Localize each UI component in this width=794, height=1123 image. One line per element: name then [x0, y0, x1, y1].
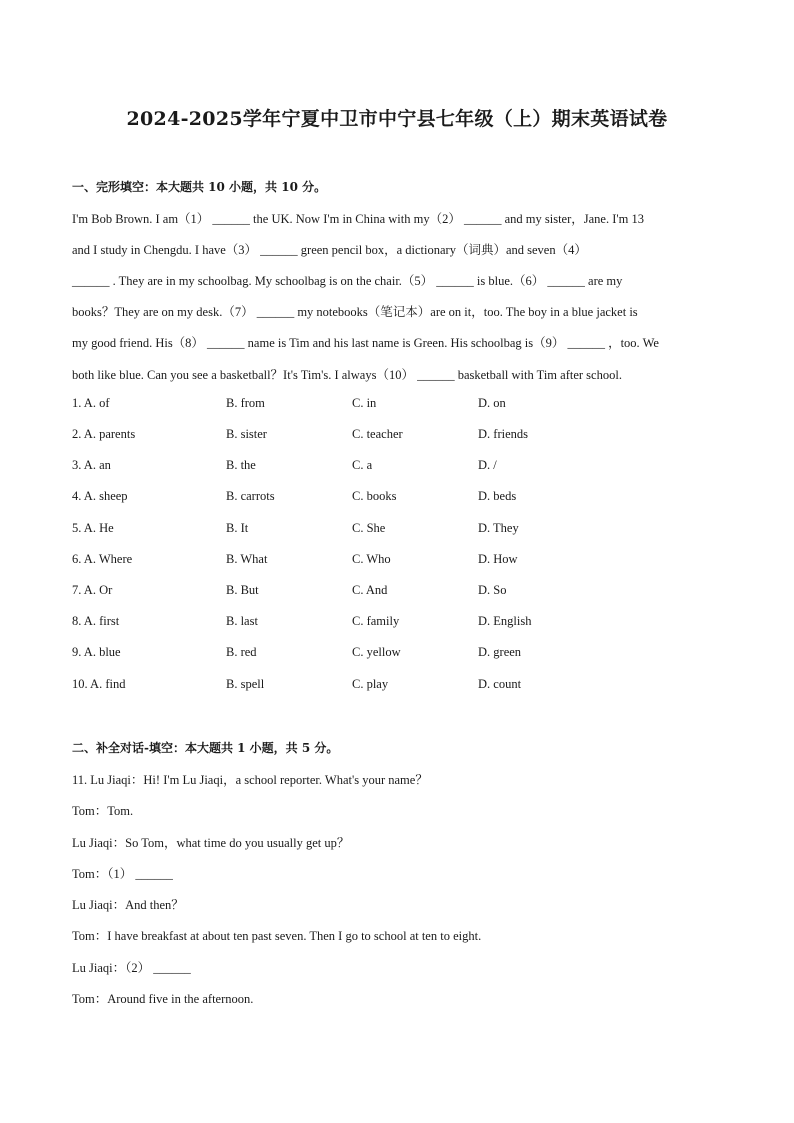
option-a: 6. A. Where	[72, 552, 133, 566]
question-row	[72, 489, 732, 507]
option-d: D. /	[478, 458, 497, 472]
option-d: D. friends	[478, 427, 528, 441]
option-a: 9. A. blue	[72, 645, 121, 659]
option-d: D. on	[478, 396, 506, 410]
question-row	[72, 677, 732, 695]
option-c: C. in	[352, 396, 377, 410]
question-row	[72, 552, 732, 570]
option-b: B. sister	[226, 427, 267, 441]
option-d: D. count	[478, 677, 522, 691]
dialogue-line: Lu Jiaqi：（2） ______	[72, 961, 191, 975]
option-d: D. green	[478, 645, 522, 659]
passage-line: both like blue. Can you see a basketball？It's Tim's. I always（10） ______ basketball with Tim after school.	[72, 368, 622, 382]
option-b: B. red	[226, 645, 257, 659]
option-c: C. family	[352, 614, 400, 628]
passage-line: books？They are on my desk.（7） ______ my notebooks（笔记本）are on it，too. The boy in a blue jacket is	[72, 305, 638, 319]
question-row	[72, 614, 732, 632]
option-c: C. yellow	[352, 645, 401, 659]
option-a: 10. A. find	[72, 677, 126, 691]
dialogue-line: Tom：I have breakfast at about ten past seven. Then I go to school at ten to eight.	[72, 929, 482, 943]
dialogue-line: 11. Lu Jiaqi：Hi! I'm Lu Jiaqi，a school reporter. What's your name？	[72, 773, 428, 787]
question-row	[72, 583, 732, 601]
section2-heading: 二、补全对话-填空：本大题共 1 小题，共 5 分。	[72, 741, 339, 755]
option-c: C. And	[352, 583, 388, 597]
question-row	[72, 521, 732, 539]
passage-line: I'm Bob Brown. I am（1） ______ the UK. Now I'm in China with my（2） ______ and my sister，Jane. I'm 13	[72, 212, 644, 226]
option-c: C. books	[352, 489, 397, 503]
option-a: 8. A. first	[72, 614, 120, 628]
option-d: D. How	[478, 552, 518, 566]
option-d: D. beds	[478, 489, 517, 503]
option-b: B. last	[226, 614, 258, 628]
dialogue-line: Tom：Around five in the afternoon.	[72, 992, 254, 1006]
page-title: 2024-2025学年宁夏中卫市中宁县七年级（上）期末英语试卷	[126, 108, 668, 130]
option-c: C. a	[352, 458, 373, 472]
passage-line: my good friend. His（8） ______ name is Tim and his last name is Green. His schoolbag is（9） ______ ，too. We	[72, 336, 659, 350]
option-a: 4. A. sheep	[72, 489, 128, 503]
option-c: C. She	[352, 521, 386, 535]
option-d: D. So	[478, 583, 507, 597]
option-a: 7. A. Or	[72, 583, 113, 597]
dialogue-line: Lu Jiaqi：So Tom，what time do you usually get up？	[72, 836, 350, 850]
option-b: B. But	[226, 583, 259, 597]
option-c: C. play	[352, 677, 389, 691]
option-d: D. English	[478, 614, 532, 628]
option-d: D. They	[478, 521, 519, 535]
option-b: B. carrots	[226, 489, 275, 503]
dialogue-line: Tom：Tom.	[72, 804, 134, 818]
option-a: 2. A. parents	[72, 427, 136, 441]
passage-line: and I study in Chengdu. I have（3） ______ green pencil box，a dictionary（词典）and seven（4）	[72, 243, 587, 257]
option-b: B. the	[226, 458, 256, 472]
option-b: B. What	[226, 552, 268, 566]
passage-line: ______ . They are in my schoolbag. My schoolbag is on the chair.（5） ______ is blue.（6） ______ are my	[72, 274, 623, 288]
option-b: B. It	[226, 521, 249, 535]
option-c: C. Who	[352, 552, 391, 566]
dialogue-line: Tom：（1） ______	[72, 867, 173, 881]
option-a: 1. A. of	[72, 396, 110, 410]
question-row	[72, 645, 732, 663]
option-c: C. teacher	[352, 427, 403, 441]
section1-heading: 一、完形填空：本大题共 10 小题，共 10 分。	[72, 180, 327, 194]
question-row	[72, 396, 732, 414]
question-row	[72, 427, 732, 445]
question-row	[72, 458, 732, 476]
option-a: 5. A. He	[72, 521, 114, 535]
dialogue-line: Lu Jiaqi：And then？	[72, 898, 184, 912]
option-b: B. spell	[226, 677, 265, 691]
option-b: B. from	[226, 396, 265, 410]
option-a: 3. A. an	[72, 458, 111, 472]
